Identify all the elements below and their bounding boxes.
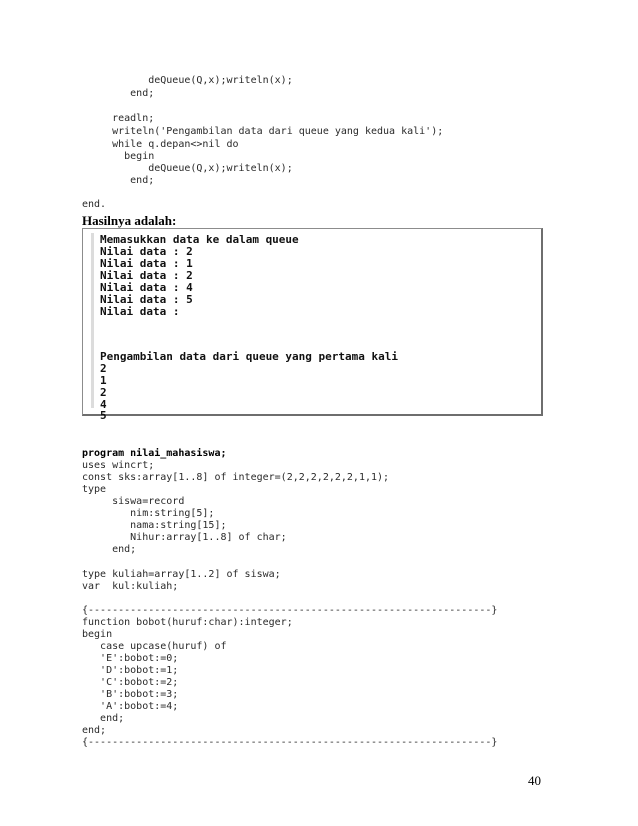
code-line: end;	[82, 88, 155, 99]
code-line: type kuliah=array[1..2] of siswa;	[82, 569, 281, 580]
console-line: 4	[100, 398, 107, 411]
code-line: 'D':bobot:=1;	[82, 665, 179, 676]
code-line: begin	[82, 629, 113, 640]
result-heading: Hasilnya adalah:	[82, 213, 177, 228]
console-line: 2	[100, 362, 107, 375]
code-line: type	[82, 484, 107, 495]
code-line: end;	[82, 725, 107, 736]
code-line: end.	[82, 199, 107, 210]
comment-separator: {-------------------------------------------------------------------}	[82, 605, 498, 616]
code-line: begin	[82, 151, 155, 162]
code-line: end;	[82, 544, 137, 555]
console-line: Pengambilan data dari queue yang pertama kali	[100, 350, 399, 363]
code-line: nama:string[15];	[82, 520, 227, 531]
console-line: 5	[100, 409, 107, 422]
program-declaration: program nilai_mahasiswa;	[82, 448, 227, 459]
code-line: writeln('Pengambilan data dari queue yang kedua kali');	[82, 126, 444, 137]
console-output-window	[82, 228, 543, 422]
comment-separator: {-------------------------------------------------------------------}	[82, 737, 498, 748]
console-line: Nilai data : 5	[100, 293, 193, 306]
page-number: 40	[528, 773, 541, 788]
code-line: end;	[82, 713, 125, 724]
code-line: deQueue(Q,x);writeln(x);	[82, 75, 293, 86]
code-line: var kul:kuliah;	[82, 581, 179, 592]
code-line: while q.depan<>nil do	[82, 139, 239, 150]
code-line: siswa=record	[82, 496, 185, 507]
console-line: 1	[100, 374, 107, 387]
code-line: uses wincrt;	[82, 460, 155, 471]
code-line: function bobot(huruf:char):integer;	[82, 617, 293, 628]
code-line: readln;	[82, 113, 155, 124]
console-line: Nilai data :	[100, 305, 180, 318]
console-line: Memasukkan data ke dalam queue	[100, 233, 299, 246]
console-line: 2	[100, 386, 107, 399]
code-line: nim:string[5];	[82, 508, 215, 519]
code-line: 'B':bobot:=3;	[82, 689, 179, 700]
code-line: 'C':bobot:=2;	[82, 677, 179, 688]
code-line: 'A':bobot:=4;	[82, 701, 179, 712]
code-line: end;	[82, 175, 155, 186]
console-line: Nilai data : 2	[100, 245, 193, 258]
code-line: const sks:array[1..8] of integer=(2,2,2,2,2,2,1,1);	[82, 472, 390, 483]
console-line: Nilai data : 2	[100, 269, 193, 282]
console-line: Nilai data : 1	[100, 257, 193, 270]
console-output-area	[91, 233, 531, 422]
code-line: 'E':bobot:=0;	[82, 653, 179, 664]
console-line: Nilai data : 4	[100, 281, 193, 294]
code-line: deQueue(Q,x);writeln(x);	[82, 163, 293, 174]
code-line: Nihur:array[1..8] of char;	[82, 532, 287, 543]
code-line: case upcase(huruf) of	[82, 641, 227, 652]
